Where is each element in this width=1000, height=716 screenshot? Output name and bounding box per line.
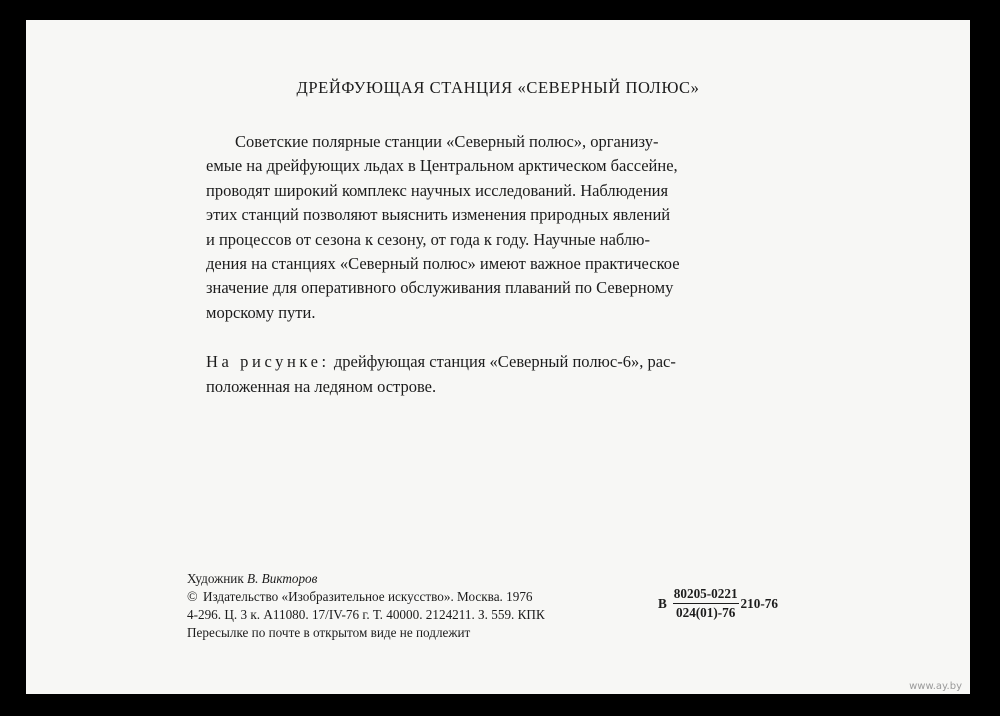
postcard-back xyxy=(26,20,970,694)
description-text xyxy=(206,130,806,399)
code-fraction xyxy=(673,586,739,621)
artist-credit xyxy=(187,570,545,588)
copyright-icon: © xyxy=(187,589,198,605)
catalog-code xyxy=(658,586,778,621)
publisher-imprint xyxy=(187,570,545,641)
code-prefix: В xyxy=(658,595,667,611)
description-line: морскому пути. xyxy=(206,302,316,322)
artist-name: В. Викторов xyxy=(247,571,318,586)
caption-lead: На рисунке: xyxy=(206,352,330,372)
description-line: этих станций позволяют выяснить изменения природных явлений xyxy=(206,205,671,225)
code-denominator: 024(01)-76 xyxy=(676,605,736,620)
code-suffix: 210-76 xyxy=(740,595,778,611)
description-paragraph xyxy=(206,130,806,325)
description-line: Советские полярные станции «Северный полюс», организу- xyxy=(235,132,659,151)
print-details: 4-296. Ц. 3 к. А11080. 17/IV-76 г. Т. 40000. 2124211. З. 559. КПК xyxy=(187,607,545,623)
publisher-name: Издательство «Изобразительное искусство». Москва. 1976 xyxy=(202,588,533,604)
description-line: проводят широкий комплекс научных исследований. Наблюдения xyxy=(206,180,669,200)
card-title: ДРЕЙФУЮЩАЯ СТАНЦИЯ «СЕВЕРНЫЙ ПОЛЮС» xyxy=(296,78,700,97)
publisher-line xyxy=(187,588,545,607)
description-line: дения на станциях «Северный полюс» имеют важное практическое xyxy=(206,254,680,274)
caption-line: положенная на ледяном острове. xyxy=(206,376,437,396)
description-line: и процессов от сезона к сезону, от года к году. Научные наблю- xyxy=(206,229,650,249)
caption-paragraph xyxy=(206,350,806,399)
mailing-note: Пересылке по почте в открытом виде не подлежит xyxy=(187,624,471,640)
description-line: значение для оперативного обслуживания плаваний по Северному xyxy=(206,278,674,298)
site-watermark: www.ay.by xyxy=(909,681,962,692)
code-numerator: 80205-0221 xyxy=(673,586,739,604)
caption-line: дрейфующая станция «Северный полюс-6», рас- xyxy=(329,352,676,372)
artist-label: Художник xyxy=(187,571,244,586)
description-line: емые на дрейфующих льдах в Центральном арктическом бассейне, xyxy=(206,156,678,176)
